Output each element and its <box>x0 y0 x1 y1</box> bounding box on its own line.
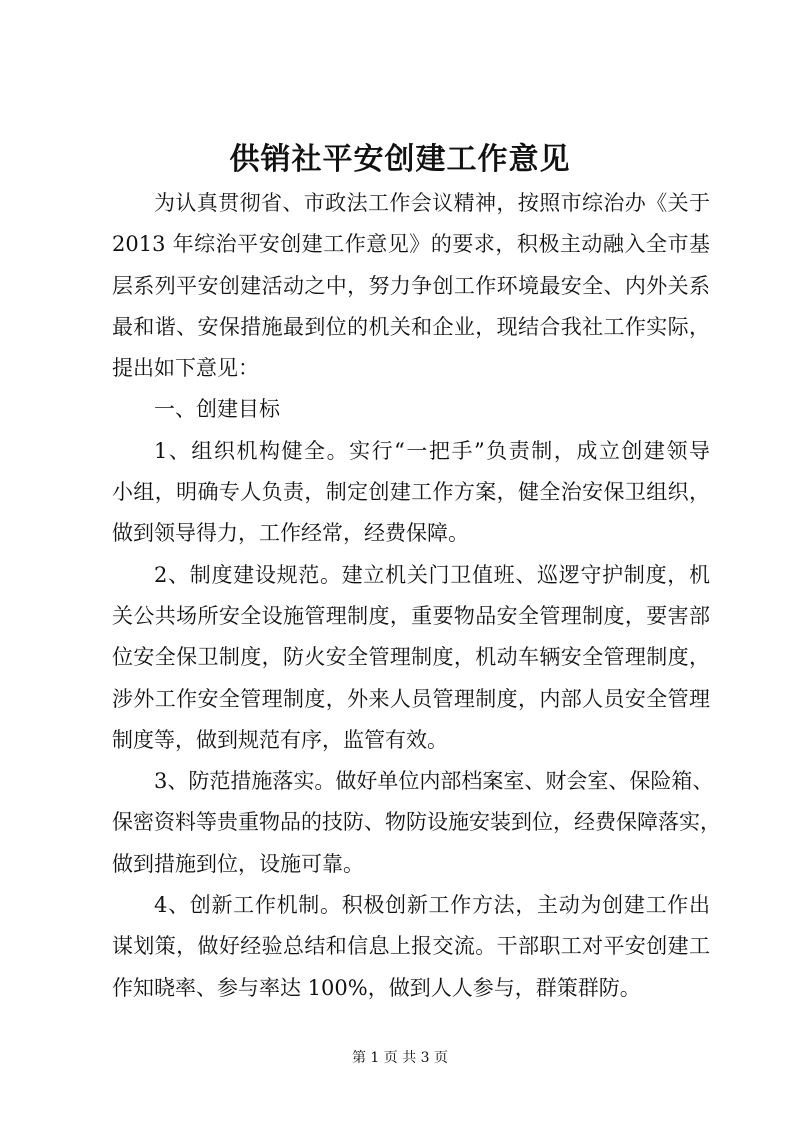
body-line: 2013 年综治平安创建工作意见》的要求，积极主动融入全市基 <box>112 232 710 257</box>
body-line: 关公共场所安全设施管理制度，重要物品安全管理制度，要害部 <box>112 603 710 628</box>
body-line: 2、制度建设规范。建立机关门卫值班、巡逻守护制度，机 <box>154 562 710 587</box>
body-line: 最和谐、安保措施最到位的机关和企业，现结合我社工作实际， <box>112 314 710 339</box>
body-line: 位安全保卫制度，防火安全管理制度，机动车辆安全管理制度， <box>112 645 710 670</box>
body-line: 做到领导得力，工作经常，经费保障。 <box>112 521 469 546</box>
body-line: 提出如下意见： <box>112 356 259 381</box>
section-heading: 一、创建目标 <box>154 397 280 422</box>
body-line: 谋划策，做好经验总结和信息上报交流。干部职工对平安创建工 <box>112 934 710 959</box>
page-footer: 第 1 页 共 3 页 <box>351 1050 449 1066</box>
body-line: 4、创新工作机制。积极创新工作方法，主动为创建工作出 <box>154 893 710 918</box>
body-line: 涉外工作安全管理制度，外来人员管理制度，内部人员安全管理 <box>112 686 710 711</box>
body-line: 制度等，做到规范有序，监管有效。 <box>112 727 448 752</box>
body-line: 作知晓率、参与率达 100%，做到人人参与，群策群防。 <box>112 975 641 1000</box>
body-line: 保密资料等贵重物品的技防、物防设施安装到位，经费保障落实， <box>112 810 721 835</box>
body-line: 层系列平安创建活动之中，努力争创工作环境最安全、内外关系 <box>112 273 710 298</box>
body-line: 1、组织机构健全。实行“一把手”负责制，成立创建领导 <box>154 438 710 463</box>
body-line: 小组，明确专人负责，制定创建工作方案，健全治安保卫组织， <box>112 480 710 505</box>
body-line: 做到措施到位，设施可靠。 <box>112 851 364 876</box>
document-title: 供销社平安创建工作意见 <box>229 142 571 177</box>
body-line: 为认真贯彻省、市政法工作会议精神，按照市综治办《关于 <box>154 191 710 215</box>
body-line: 3、防范措施落实。做好单位内部档案室、财会室、保险箱、 <box>154 769 714 794</box>
document-body <box>112 183 721 1009</box>
